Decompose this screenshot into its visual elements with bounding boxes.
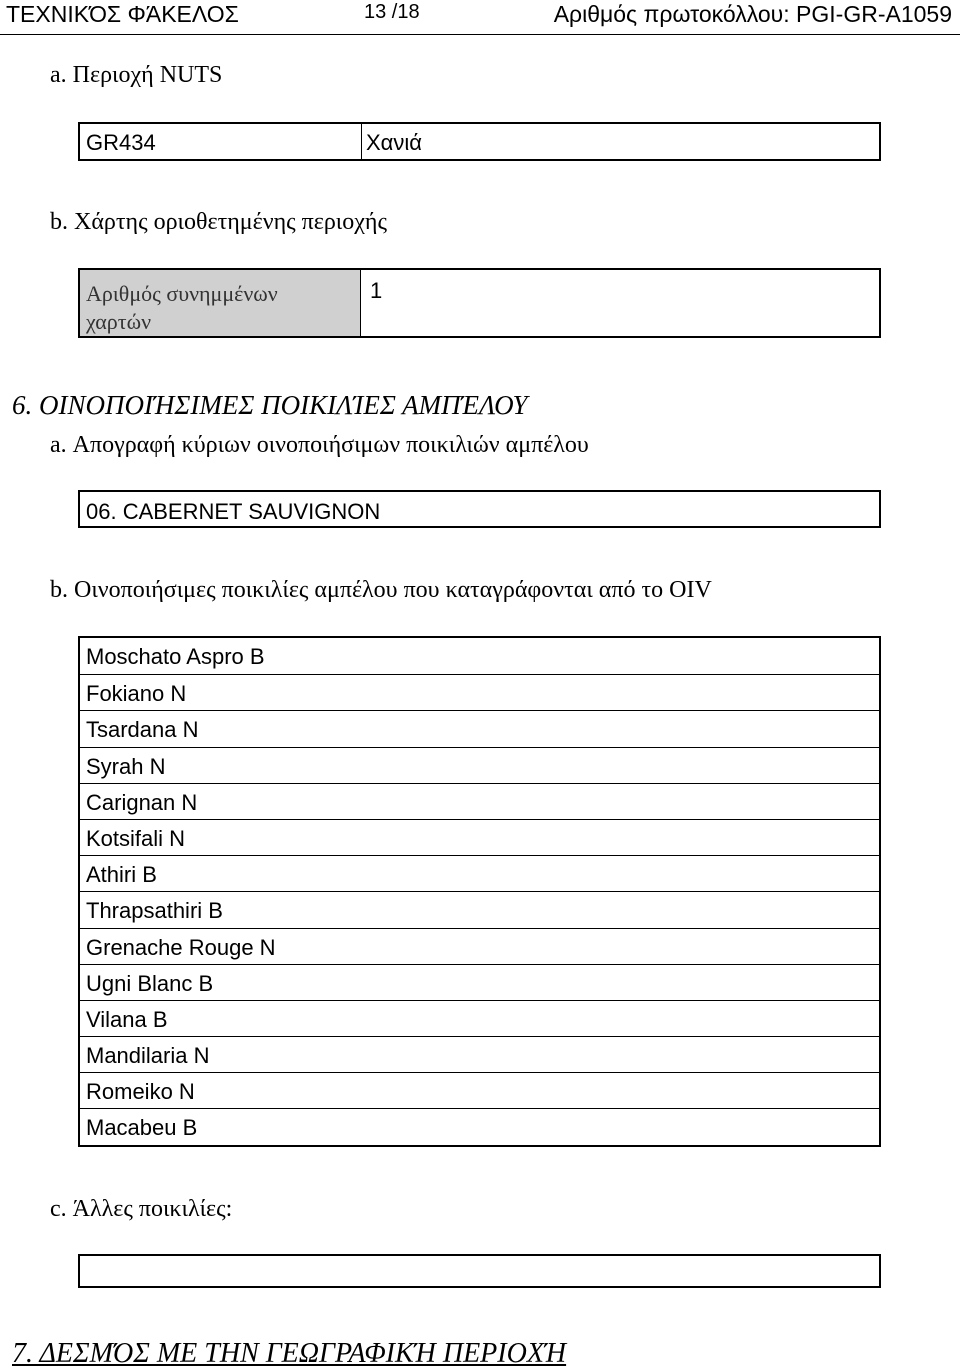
list-item: Fokiano N [80, 674, 879, 710]
main-variety-box [78, 490, 881, 528]
oiv-variety-list [78, 636, 881, 1147]
section-6-title: 6. ΟΙΝΟΠΟΙΉΣΙΜΕΣ ΠΟΙΚΙΛΊΕΣ ΑΜΠΈΛΟΥ [12, 390, 528, 420]
map-count-value: 1 [370, 278, 383, 303]
map-count-label [80, 270, 361, 336]
nuts-name: Χανιά [366, 130, 422, 155]
list-item: Kotsifali N [80, 819, 879, 855]
list-item: Moschato Aspro B [86, 644, 265, 669]
map-heading: b. Χάρτης οριοθετημένης περιοχής [50, 209, 387, 235]
list-item: Vilana B [80, 1000, 879, 1036]
list-item: Ugni Blanc B [80, 964, 879, 1000]
section-7-title: 7. ΔΕΣΜΌΣ ΜΕ ΤΗΝ ΓΕΩΓΡΑΦΙΚΉ ΠΕΡΙΟΧΉ [12, 1338, 567, 1369]
oiv-heading: b. Οινοποιήσιμες ποικιλίες αμπέλου που καταγράφονται από το OIV [50, 577, 712, 603]
list-item: Athiri B [80, 855, 879, 891]
nuts-heading: a. Περιοχή NUTS [50, 62, 223, 88]
document-title: ΤΕΧΝΙΚΌΣ ΦΆΚΕΛΟΣ [6, 1, 239, 27]
map-table [78, 268, 881, 338]
protocol-number: Αριθμός πρωτοκόλλου: PGI-GR-A1059 [553, 1, 952, 27]
other-varieties-heading: c. Άλλες ποικιλίες: [50, 1196, 233, 1222]
list-item: Thrapsathiri B [80, 891, 879, 927]
map-count-label-line1: Αριθμός συνημμένων [86, 281, 278, 306]
map-count-label-line2: χαρτών [86, 309, 152, 334]
page-header [0, 0, 960, 35]
nuts-table [78, 122, 881, 161]
nuts-code: GR434 [86, 130, 156, 155]
list-item: Grenache Rouge N [80, 928, 879, 964]
main-variety: 06. CABERNET SAUVIGNON [86, 499, 381, 524]
other-varieties-box [78, 1254, 881, 1288]
main-varieties-heading: a. Απογραφή κύριων οινοποιήσιμων ποικιλιών αμπέλου [50, 432, 589, 458]
list-item: Syrah N [80, 747, 879, 783]
list-item: Mandilaria N [80, 1036, 879, 1072]
table-divider [361, 124, 362, 159]
list-item: Carignan N [80, 783, 879, 819]
list-item: Macabeu B [80, 1108, 879, 1144]
page-number: 13 /18 [364, 1, 420, 23]
list-item: Tsardana N [80, 710, 879, 746]
list-item: Romeiko N [80, 1072, 879, 1108]
